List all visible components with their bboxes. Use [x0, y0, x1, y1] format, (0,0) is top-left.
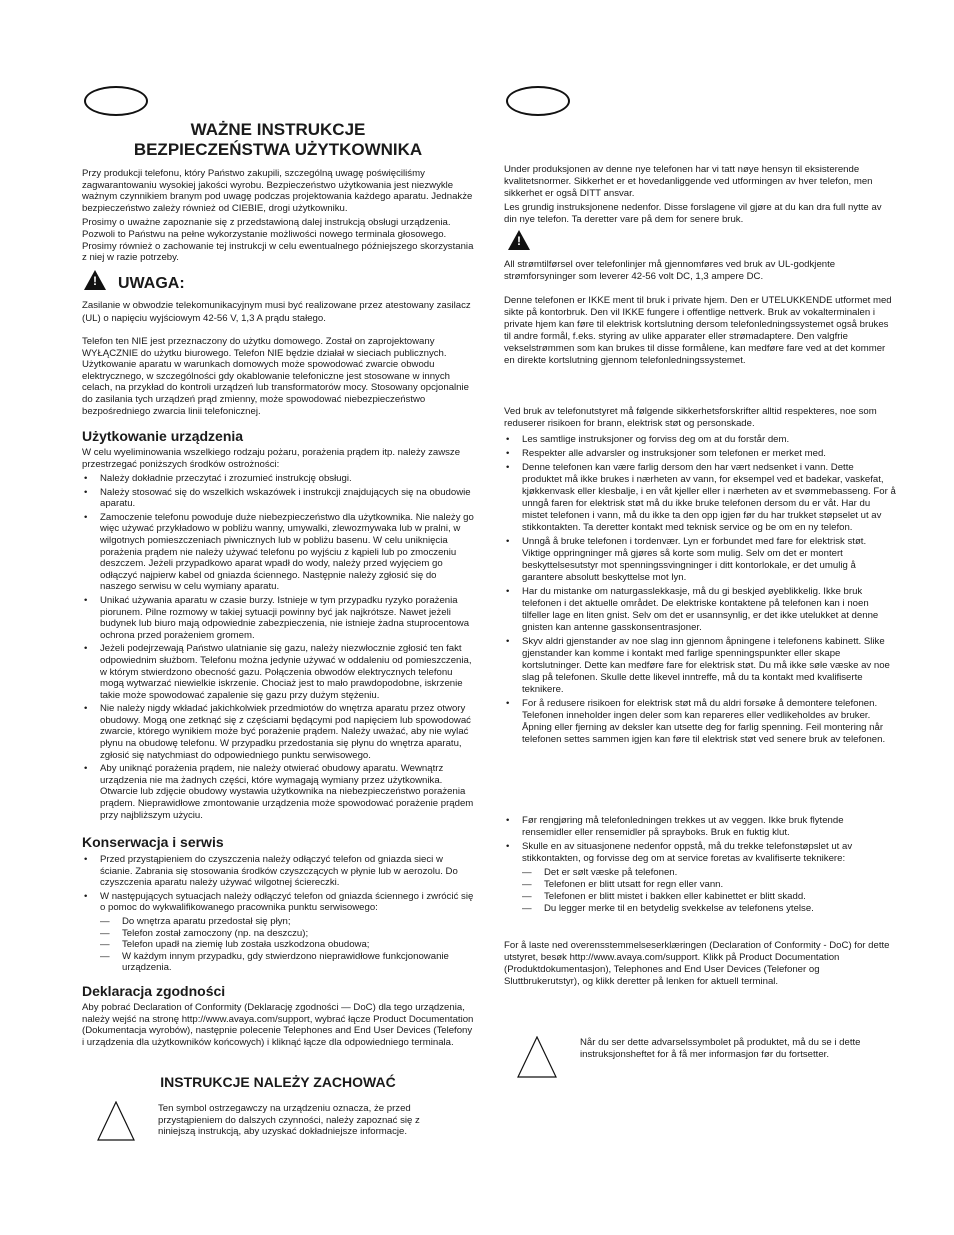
pl-usage-list	[82, 473, 474, 823]
sub-list-item: — Telefonen er blitt utsatt for regn eller vann.	[522, 879, 896, 891]
no-conformity-text: For å laste ned overensstemmelseserklæringen (Declaration of Conformity - DoC) for dette utstyret, besøk http://www.avaya.com/support. Klikk på Product Documentation (Produktdokumentasjon), Telephones and End User Devices (Telefoner og Sluttbrukerutstyr), og klikk deretter på lenken for aktuell terminal.	[504, 940, 890, 987]
pl-intro-2: Prosimy o uważne zapoznanie się z przedstawioną dalej instrukcją obsługi urządzenia. Pozwoli to Państwu na pełne wykorzystanie możliwości nowego terminala głosowego. Prosimy również o zachowanie tej instrukcji w celu ewentualnego późniejszego skorzystania z niej w razie potrzeby.	[82, 217, 474, 264]
pl-symbol-text: Ten symbol ostrzegawczy na urządzeniu oznacza, że przed przystąpieniem do dalszych czynności, należy zapoznać się z niniejszą instrukcją, aby uzyskać dokładniejsze informacje.	[158, 1103, 420, 1138]
list-item: • Les samtlige instruksjoner og forviss deg om at du forstår dem.	[504, 434, 896, 446]
pl-title	[82, 120, 474, 160]
no-warning-text: All strømtilførsel over telefonlinjer må gjennomføres ved bruk av UL-godkjente strømforsyninger som leverer 42-56 volt DC, 1,3 ampere DC.	[504, 259, 836, 282]
sub-list-item: — Do wnętrza aparatu przedostał się płyn;	[100, 916, 474, 928]
list-item: • Nie należy nigdy wkładać jakichkolwiek przedmiotów do wnętrza aparatu przez otwory obudowy. Mogą one zetknąć się z częściami będącymi pod napięciem lub spowodować zwarcie, którego wynikiem może być porażenie prądem. Należy uważać, aby nie wylać płynu na obudowę telefonu. W przypadku przedostania się płynu do wnętrza aparatu, zgłosić się natychmiast do odpowiedniego punktu serwisowego.	[82, 703, 474, 761]
no-symbol-text: Når du ser dette advarselssymbolet på produktet, må du se i dette instruksjonsheftet for å få mer informasjon før du fortsetter.	[580, 1037, 861, 1060]
language-oval-no	[506, 86, 570, 116]
caution-triangle-icon	[97, 1101, 135, 1141]
no-office-text: Denne telefonen er IKKE ment til bruk i private hjem. Den er UTELUKKENDE utformet med sikte på kontorbruk. Den vil IKKE fungere i offentlige nettverk. Bruk av vokalterminalen i private hjem kan føre til elektrisk kortslutning dersom telefonledningssystemet også brukes til andre formål, f.eks. styring av ulike apparater eller strømadaptere. Den valgfrie vekselstrømmen som kan brukes til disse formålene, kan medføre fare ved at det kommer en direkte kortslutning gjennom telefonledningssystemet.	[504, 295, 892, 366]
warning-icon: !	[508, 230, 530, 250]
list-item: • Skulle en av situasjonene nedenfor oppstå, må du trekke telefonstøpslet ut av stikkontakten, og forvisse deg om at service foretas av kvalifiserte teknikere:	[504, 841, 896, 865]
no-intro-1: Under produksjonen av denne nye telefonen har vi tatt nøye hensyn til eksisterende kvalitetsnormer. Sikkerhet er et hovedanliggende ved utformingen av hver telefon, men sikkerhet er også DITT ansvar.	[504, 164, 873, 199]
pl-title-line1: WAŻNE INSTRUKCJE	[190, 120, 366, 139]
pl-title-line2: BEZPIECZEŃSTWA UŻYTKOWNIKA	[133, 140, 423, 159]
caution-triangle-icon	[517, 1036, 557, 1078]
sub-list-item: — Det er sølt væske på telefonen.	[522, 867, 896, 879]
pl-conformity-heading: Deklaracja zgodności	[82, 983, 226, 999]
list-item: • Før rengjøring må telefonledningen trekkes ut av veggen. Ikke bruk flytende rensemidler eller rensemidler på sprayboks. Bruk en fuktig klut.	[504, 815, 896, 839]
list-item: • Unngå å bruke telefonen i tordenvær. Lyn er forbundet med fare for elektrisk støt. Viktige oppringninger må gjøres så korte som mulig. Selv om det er montert beskyttelsesutstyr mot spenningssvingninger i ditt kontorlokale, er det umulig å garantere absolutt beskyttelse mot lyn.	[504, 536, 896, 584]
pl-conformity-text: Aby pobrać Declaration of Conformity (Deklarację zgodności — DoC) dla tego urządzenia, należy wejść na stronę http://www.avaya.com/support, wybrać łącze Product Documentation (Dokumentacja wyrobów), następnie polecenie Telephones and End User Devices (Telefony i urządzenia dla użytkowników końcowych) i kliknąć łącze dla odpowiedniego terminala.	[82, 1002, 474, 1048]
list-item: • Denne telefonen kan være farlig dersom den har vært nedsenket i vann. Dette produktet må ikke brukes i nærheten av vann, for eksempel ved et badekar, vaskefat, kjøkkenvask eller klesbalje, i en våt kjeller eller i nærheten av et svømmebasseng. For å unngå faren for elektrisk støt må du ikke bruke telefonen dersom du er våt. Har du mistet telefonen i vann, må du ikke ta den opp igjen før du har trukket støpselet ut av stikkontakten. Ta deretter kontakt med teknisk service og be om en ny telefon.	[504, 462, 896, 534]
no-usage-list	[504, 434, 896, 748]
pl-warning-heading: UWAGA:	[118, 275, 185, 292]
list-item: • Aby uniknąć porażenia prądem, nie należy otwierać obudowy aparatu. Wewnątrz urządzenia nie ma żadnych części, które wymagają wymiany przez użytkownika. Otwarcie lub zdjęcie obudowy wystawia użytkownika na niebezpieczeństwo porażenia prądem. Nieprawidłowe zmontowanie urządzenia może spowodować porażenie prądem przy najbliższym użyciu.	[82, 763, 474, 821]
list-item: • For å redusere risikoen for elektrisk støt må du aldri forsøke å demontere telefonen. Telefonen inneholder ingen deler som kan repareres eller vedlikeholdes av bruker. Åpning eller fjerning av deksler kan utsette deg for farlig spenning. Feil montering når telefonen settes sammen igjen kan føre til elektrisk støt ved senere bruk av telefonen.	[504, 698, 896, 746]
pl-usage-intro: W celu wyeliminowania wszelkiego rodzaju pożaru, porażenia prądem itp. należy zawsze przestrzegać poniższych środków ostrożności:	[82, 447, 461, 470]
sub-list-item: — Telefonen er blitt mistet i bakken eller kabinettet er blitt skadd.	[522, 891, 896, 903]
list-item: • Zamoczenie telefonu powoduje duże niebezpieczeństwo dla użytkownika. Nie należy go więc używać przykładowo w pobliżu wanny, umywalki, zlewozmywaka lub w pralni, w wilgotnych pomieszczeniach piwnicznych lub w pobliżu basenu. W celu uniknięcia porażenia prądem nie należy używać telefonu po wyjściu z kąpieli lub po zmoczeniu deszczem. Jeżeli przypadkowo aparat wpadł do wody, należy przed wyjęciem go odłączyć najpierw kabel od gniazda ściennego. Następnie należy zgłosić się do naszego serwisu w celu wymiany aparatu.	[82, 512, 474, 593]
list-item: • Skyv aldri gjenstander av noe slag inn gjennom åpningene i telefonens kabinett. Slike gjenstander kan komme i kontakt med farlige spenningspunkter eller skape kortslutninger. Dette kan medføre fare for elektrisk støt. Du må ikke søle væske av noe slag på telefonen. Skulle dette likevel inntreffe, må du ta kontakt med kvalifiserte teknikere.	[504, 636, 896, 696]
list-item: • Har du mistanke om naturgasslekkasje, må du gi beskjed øyeblikkelig. Ikke bruk telefonen i det aktuelle området. De elektriske kontaktene på telefonen kan i noen tilfeller lage en liten gnist. Selv om det er usannsynlig, er det ikke utelukket at denne gnisten kan antenne gasskonsentrasjoner.	[504, 586, 896, 634]
language-oval-pl	[84, 86, 148, 116]
pl-service-list	[82, 854, 474, 974]
pl-warning-text: Zasilanie w obwodzie telekomunikacyjnym musi być realizowane przez atestowany zasilacz (UL) o napięciu wyjściowym 42-56 V, 1,3 A prądu stałego.	[82, 300, 471, 324]
list-item: • Jeżeli podejrzewają Państwo ulatnianie się gazu, należy niezwłocznie zgłosić ten fakt odpowiednim służbom. Telefonu można jedynie używać w oddaleniu od pomieszczenia, w którym stwierdzono obecność gazu. Połączenia obwodów elektrycznych telefonu mogą wytwarzać niewielkie iskrzenie. Chociaż jest to mało prawdopodobne, iskrzenie takie może spowodować zapalenie się gazu przy dużym stężeniu.	[82, 643, 474, 701]
list-item: • Przed przystąpieniem do czyszczenia należy odłączyć telefon od gniazda sieci w ścianie. Zabrania się stosowania środków czyszczących w płynie lub w aerozolu. Do czyszczenia aparatu należy używać wilgotnej ściereczki.	[82, 854, 474, 889]
pl-intro	[82, 168, 474, 264]
sub-list-item: — Telefon upadł na ziemię lub została uszkodzona obudowa;	[100, 939, 474, 951]
no-usage-intro: Ved bruk av telefonutstyret må følgende sikkerhetsforskrifter alltid respekteres, noe som reduserer risikoen for brann, elektrisk støt og personskade.	[504, 406, 877, 429]
pl-service-heading: Konserwacja i serwis	[82, 834, 224, 850]
list-item: • Unikać używania aparatu w czasie burzy. Istnieje w tym przypadku ryzyko porażenia piorunem. Pilne rozmowy w takiej sytuacji powinny być jak najkrótsze. Nawet jeżeli budynek lub biuro mają odpowiednie zabezpieczenia, nie istnieje żadna stuprocentowa ochrona przed porażeniem gromem.	[82, 595, 474, 641]
list-item: • Należy dokładnie przeczytać i zrozumieć instrukcję obsługi.	[82, 473, 474, 485]
sub-list-item: — W każdym innym przypadku, gdy stwierdzono nieprawidłowe funkcjonowanie urządzenia.	[100, 951, 474, 974]
pl-office-text: Telefon ten NIE jest przeznaczony do użytku domowego. Został on zaprojektowany WYŁĄCZNIE do użytku biurowego. Telefon NIE będzie działał w sieciach publicznych. Użytkowanie aparatu w warunkach domowych może spowodować zwarcie obwodu elektrycznego, w szczególności gdy okablowanie telefoniczne jest stosowane w innych celach, na przykład do kontroli urządzeń lub transformatorów mocy. Stosowany opcjonalnie do zasilania tych urządzeń prąd zmienny, może spowodować niebezpieczeństwo bezpośredniego zwarcia linii telefonicznej.	[82, 336, 469, 417]
list-item: • Respekter alle advarsler og instruksjoner som telefonen er merket med.	[504, 448, 896, 460]
sub-list-item: — Du legger merke til en betydelig svekkelse av telefonens ytelse.	[522, 903, 896, 915]
list-item: • W następujących sytuacjach należy odłączyć telefon od gniazda ściennego i zwrócić się o pomoc do wykwalifikowanego pracownika punktu serwisowego:	[82, 891, 474, 914]
sub-list-item: — Telefon został zamoczony (np. na deszczu);	[100, 928, 474, 940]
no-intro-2: Les grundig instruksjonene nedenfor. Disse forslagene vil gjøre at du kan dra full nytte av din nye telefon. Ta deretter vare på dem for senere bruk.	[504, 202, 882, 225]
pl-keep-heading: INSTRUKCJE NALEŻY ZACHOWAĆ	[160, 1074, 396, 1090]
no-intro	[504, 164, 896, 226]
pl-intro-1: Przy produkcji telefonu, który Państwo zakupili, szczególną uwagę poświęciliśmy zagwarantowaniu wysokiej jakości wyrobu. Bezpieczeństwo użytkowania jest niezwykle ważnym czynnikiem branym pod uwagę podczas projektowania każdego aparatu. Jednakże bezpieczeństwo zależy również od CIEBIE, drogi użytkowniku.	[82, 168, 473, 214]
pl-usage-heading: Użytkowanie urządzenia	[82, 428, 244, 444]
list-item: • Należy stosować się do wszelkich wskazówek i instrukcji znajdujących się na obudowie aparatu.	[82, 487, 474, 510]
no-service-list	[504, 815, 896, 915]
warning-icon: !	[84, 270, 106, 290]
